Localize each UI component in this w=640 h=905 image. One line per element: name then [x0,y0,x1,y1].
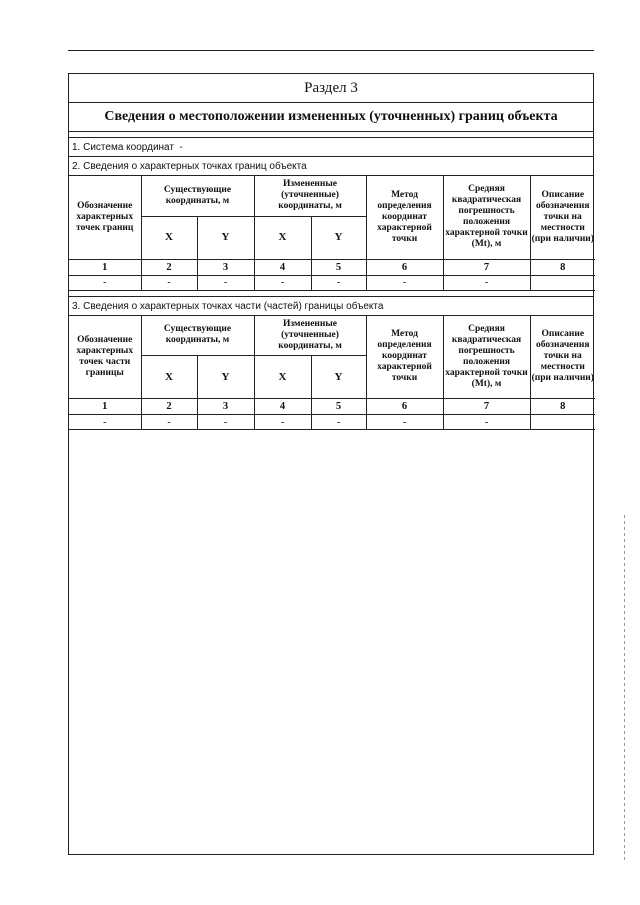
table-cell: - [141,415,197,430]
header-existing-y: Y [197,356,254,399]
column-number: 8 [530,259,595,275]
table-cell: - [69,275,141,290]
table-cell: - [69,415,141,430]
header-existing-x: X [141,216,197,259]
table-cell [530,415,595,430]
table-cell: - [366,415,443,430]
header-existing-coords: Существующие координаты, м [141,316,254,356]
header-changed-x: X [254,356,311,399]
column-number: 4 [254,259,311,275]
header-changed-coords: Измененные (уточненные) координаты, м [254,316,366,356]
header-accuracy: Средняя квадратическая погрешность положения характерной точки (Mt), м [443,176,530,259]
table-cell: - [141,275,197,290]
coordinate-system-label: 1. Система координат [72,142,174,153]
block3-title: 3. Сведения о характерных точках части (частей) границы объекта [69,297,593,316]
header-accuracy: Средняя квадратическая погрешность положения характерной точки (Mt), м [443,316,530,399]
header-changed-y: Y [311,356,366,399]
part-boundary-points-table [69,316,595,431]
header-existing-y: Y [197,216,254,259]
column-number: 3 [197,399,254,415]
header-description: Описание обозначения точки на местности (при наличии) [530,316,595,399]
table-cell: - [443,275,530,290]
table-cell: - [197,275,254,290]
column-number: 2 [141,259,197,275]
column-number: 4 [254,399,311,415]
table-cell [530,275,595,290]
table-cell: - [254,275,311,290]
page-top-rule [68,50,594,51]
header-existing-coords: Существующие координаты, м [141,176,254,216]
coordinate-system-value: - [179,142,183,153]
table-cell: - [254,415,311,430]
header-changed-coords: Измененные (уточненные) координаты, м [254,176,366,216]
block2-title: 2. Сведения о характерных точках границ объекта [69,157,593,176]
column-number: 7 [443,399,530,415]
boundary-points-table [69,176,595,291]
section-title: Раздел 3 [69,74,593,103]
column-number: 1 [69,259,141,275]
header-designation: Обозначение характерных точек части границы [69,316,141,399]
table-cell: - [443,415,530,430]
column-number: 7 [443,259,530,275]
column-number: 2 [141,399,197,415]
column-number: 3 [197,259,254,275]
header-designation: Обозначение характерных точек границ [69,176,141,259]
header-changed-y: Y [311,216,366,259]
header-method: Метод определения координат характерной точки [366,316,443,399]
table-cell: - [197,415,254,430]
column-number: 5 [311,399,366,415]
section-subtitle: Сведения о местоположении измененных (уточненных) границ объекта [69,103,593,132]
section-frame [68,73,594,855]
table-cell: - [311,415,366,430]
header-description: Описание обозначения точки на местности (при наличии) [530,176,595,259]
coordinate-system-row [69,138,593,157]
column-number: 6 [366,259,443,275]
column-number: 6 [366,399,443,415]
table-cell: - [366,275,443,290]
table-cell: - [311,275,366,290]
scan-edge-mark [624,515,625,860]
header-method: Метод определения координат характерной точки [366,176,443,259]
header-changed-x: X [254,216,311,259]
header-existing-x: X [141,356,197,399]
column-number: 5 [311,259,366,275]
column-number: 8 [530,399,595,415]
column-number: 1 [69,399,141,415]
